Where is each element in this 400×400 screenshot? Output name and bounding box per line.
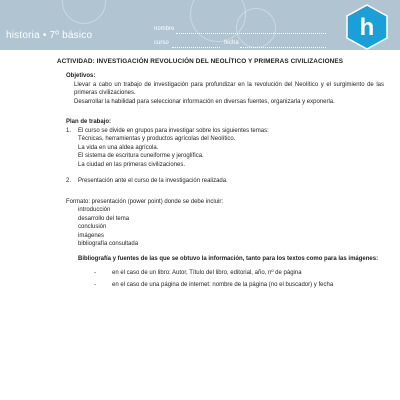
bibliography-text: en el caso de una página de internet: nombre de la página (no el buscador) y fecha [112, 281, 334, 288]
format-heading: Formato: presentación (power point) donde se debe incluir: [66, 198, 224, 205]
date-field[interactable] [240, 47, 326, 48]
plan-step [66, 127, 384, 170]
objective-item: Llevar a cabo un trabajo de investigación para profundizar en la revolución del Neolítico y el surgimiento de las primeras civilizaciones. [74, 81, 384, 97]
step-text: El curso se divide en grupos para investigar sobre los siguientes temas: [78, 127, 269, 134]
bibliography-heading: Bibliografía y fuentes de las que se obtuvo la información, tanto para los textos como para las imágenes: [78, 255, 379, 262]
step-text: Presentación ante el curso de la investigación realizada. [78, 178, 228, 185]
logo-letter: h [359, 14, 375, 41]
logo-icon [344, 4, 390, 50]
name-label: nombre [154, 26, 175, 32]
format-item: conclusión [78, 224, 107, 231]
grade-label: 7º básico [49, 30, 93, 41]
bibliography-item [66, 281, 384, 290]
plan-step [66, 177, 384, 186]
step-number: 2. [66, 178, 72, 185]
subject-label: historia [6, 30, 40, 41]
format-item: desarrollo del tema [78, 215, 130, 222]
subject-grade [6, 30, 92, 41]
bullet-dash: - [94, 270, 96, 277]
topic-item: La ciudad en las primeras civilizaciones. [78, 161, 186, 168]
activity-title: ACTIVIDAD: INVESTIGACIÓN REVOLUCIÓN DEL NEOLÍTICO Y PRIMERAS CIVILIZACIONES [56, 58, 344, 65]
topic-item: La vida en una aldea agrícola. [78, 144, 159, 151]
bullet-dash: - [94, 281, 96, 288]
decorative-circle [236, 8, 276, 48]
separator-dot: • [42, 30, 47, 41]
topic-item: El sistema de escritura cuneiforme y jeroglífica. [78, 153, 204, 160]
date-label: fecha [224, 40, 239, 46]
objectives-list [66, 81, 384, 107]
header-band [0, 0, 400, 50]
step-number: 1. [66, 127, 72, 134]
name-field[interactable] [176, 33, 326, 34]
format-item: imágenes [78, 232, 105, 239]
objectives-heading: Objetivos: [66, 73, 96, 79]
topic-item: Técnicas, herramientas y productos agrícolas del Neolítico. [78, 136, 236, 143]
format-item: bibliografía consultada [78, 241, 139, 248]
format-item: introducción [78, 207, 111, 214]
decorative-circle [62, 0, 106, 24]
course-label: curso [154, 40, 169, 46]
plan-heading: Plan de trabajo: [66, 119, 112, 126]
activity-content [66, 72, 384, 289]
objective-item: Desarrollar la habilidad para seleccionar información en diversas fuentes, organizarla y exponerla. [74, 98, 335, 105]
bibliography-text: en el caso de un libro: Autor, Título del libro, editorial, año, nº de página [112, 270, 302, 277]
format-list [66, 206, 384, 249]
bibliography-item [66, 269, 384, 278]
course-field[interactable] [172, 47, 220, 48]
